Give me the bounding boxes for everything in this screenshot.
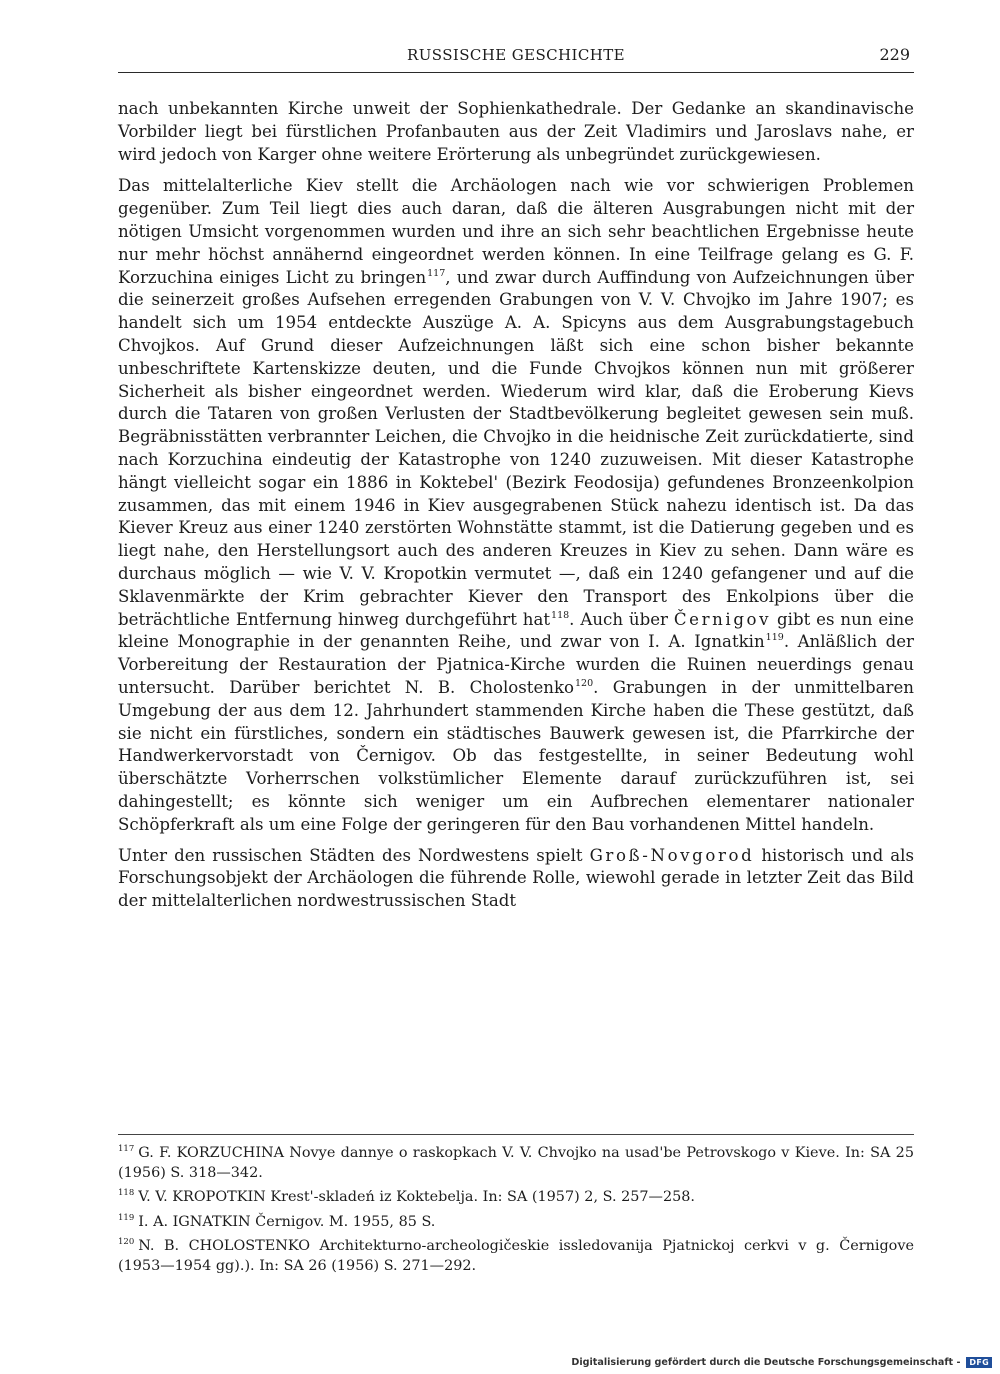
footnote-number: 120	[118, 1236, 135, 1247]
paragraph-2-part-d: gibt es nun eine kleine Monographie in der genannten Reihe, und zwar von I. A. Ignatkin	[118, 609, 914, 652]
footnote-ref-119: 119	[765, 632, 784, 644]
footnote-text: N. B. CHOLOSTENKO Architekturno-archeologičeskie issledovanija Pjatnickoj cerkvi v g. Černigove (1953—1954 gg).). In: SA 26 (1956) S. 271—292.	[118, 1237, 914, 1275]
running-head: RUSSISCHE GESCHICHTE	[407, 46, 625, 64]
footnote-text: V. V. KROPOTKIN Krest'-skladeń iz Koktebelja. In: SA (1957) 2, S. 257—258.	[138, 1189, 695, 1206]
footnote-text: I. A. IGNATKIN Černigov. M. 1955, 85 S.	[138, 1213, 436, 1230]
footnote-ref-117: 117	[427, 267, 446, 279]
paragraph-2-part-a: Das mittelalterliche Kiev stellt die Archäologen nach wie vor schwierigen Problemen gegenüber. Zum Teil liegt dies auch daran, daß die älteren Ausgrabungen nicht mit der nötigen Umsicht vorgenommen wurden und ihre an sich sehr beachtlichen Ergebnisse heute nur mehr höchst annähernd eingeordnet werden können. In eine Teilfrage gelang es G. F. Korzuchina einiges Licht zu bringen	[118, 176, 914, 287]
paragraph-2-part-e: . Anläßlich der Vorbereitung der Restauration der Pjatnica-Kirche wurden die Ruinen neuerdings genau untersucht. Darüber berichtet N. B. Cholostenko	[118, 632, 914, 697]
digitization-credit	[571, 1357, 992, 1368]
footnote-text: G. F. KORZUCHINA Novye dannye o raskopkach V. V. Chvojko na usad'be Petrovskogo v Kieve. In: SA 25 (1956) S. 318—342.	[118, 1145, 914, 1182]
footnotes	[118, 1134, 914, 1276]
footnote-119	[118, 1208, 914, 1232]
paragraph-2	[118, 175, 914, 836]
paragraph-2-part-f: . Grabungen in der unmittelbaren Umgebung der aus dem 12. Jahrhundert stammenden Kirche haben die These gestützt, daß sie nicht ein fürstliches, sondern ein städtisches Bauwerk gewesen ist, die Pfarrkirche der Handwerkervorstadt von Černigov. Ob das festgestellte, in seiner Bedeutung wohl überschätzte Vorherrschen volkstümlicher Elemente darauf zurückzuführen ist, sei dahingestellt; es könnte sich weniger um ein Aufbrechen elementarer nationaler Schöpferkraft als um eine Folge der geringeren für den Bau vorhandenen Mittel handeln.	[118, 677, 914, 834]
paragraph-2-part-c: . Auch über	[569, 609, 674, 629]
dfg-logo: DFG	[966, 1357, 992, 1368]
footnote-120	[118, 1232, 914, 1276]
paragraph-1: nach unbekannten Kirche unweit der Sophienkathedrale. Der Gedanke an skandinavische Vorbilder liegt bei fürstlichen Profanbauten aus der Zeit Vladimirs und Jaroslavs nahe, er wird jedoch von Karger ohne weitere Erörterung als unbegründet zurückgewiesen.	[118, 99, 914, 164]
footnote-118	[118, 1183, 914, 1207]
footnote-ref-120: 120	[575, 677, 594, 689]
city-name-cernigov: Černigov	[673, 609, 772, 629]
city-name-gross-novgorod: Groß-Novgorod	[589, 845, 755, 865]
footnote-ref-118: 118	[551, 609, 570, 621]
footnote-number: 117	[118, 1144, 135, 1154]
paragraph-3	[118, 845, 914, 913]
paragraph-2-part-b: , und zwar durch Auffindung von Aufzeichnungen über die seinerzeit großes Aufsehen erregenden Grabungen von V. V. Chvojko im Jahre 1907; es handelt sich um 1954 entdeckte Auszüge A. A. Spicyns aus dem Ausgrabungstagebuch Chvojkos. Auf Grund dieser Aufzeichnungen läßt sich eine schon bisher bekannte unbeschriftete Kartenskizze deuten, und die Funde Chvojkos können nun mit größerer Sicherheit als bisher eingeordnet werden. Wiederum wird klar, daß die Eroberung Kievs durch die Tataren von großen Verlusten der Stadtbevölkerung begleitet gewesen sein muß. Begräbnisstätten verbrannter Leichen, die Chvojko in die heidnische Zeit zurückdatierte, sind nach Korzuchina eindeutig der Katastrophe von 1240 zuzuweisen. Mit dieser Katastrophe hängt vielleicht sogar ein 1886 in Koktebel' (Bezirk Feodosija) gefundenes Bronzeenkolpion zusammen, das mit einem 1946 in Kiev ausgegrabenen Stück nahezu identisch ist. Da das Kiever Kreuz aus einer 1240 zerstörten Wohnstätte stammt, ist die Datierung gegeben und es liegt nahe, den Herstellungsort auch des anderen Kreuzes in Kiev zu sehen. Dann wäre es durchaus möglich — wie V. V. Kropotkin vermutet —, daß ein 1240 gefangener und auf die Sklavenmärkte der Krim gebrachter Kiever den Transport des Enkolpions über die beträchtliche Entfernung hinweg durchgeführt hat	[118, 267, 914, 629]
main-text	[118, 98, 914, 921]
credit-text: Digitalisierung gefördert durch die Deutsche Forschungsgemeinschaft -	[571, 1357, 961, 1368]
page-number: 229	[879, 45, 910, 64]
footnote-number: 118	[118, 1188, 135, 1199]
paragraph-3-part-a: Unter den russischen Städten des Nordwestens spielt	[118, 845, 590, 865]
footnote-number: 119	[118, 1212, 135, 1223]
page-header	[118, 42, 914, 73]
paragraph-3-part-b: historisch und als Forschungsobjekt der Archäologen die führende Rolle, wiewohl gerade in letzter Zeit das Bild der mittelalterlichen nordwestrussischen Stadt	[118, 845, 914, 911]
footnote-117	[118, 1139, 914, 1183]
